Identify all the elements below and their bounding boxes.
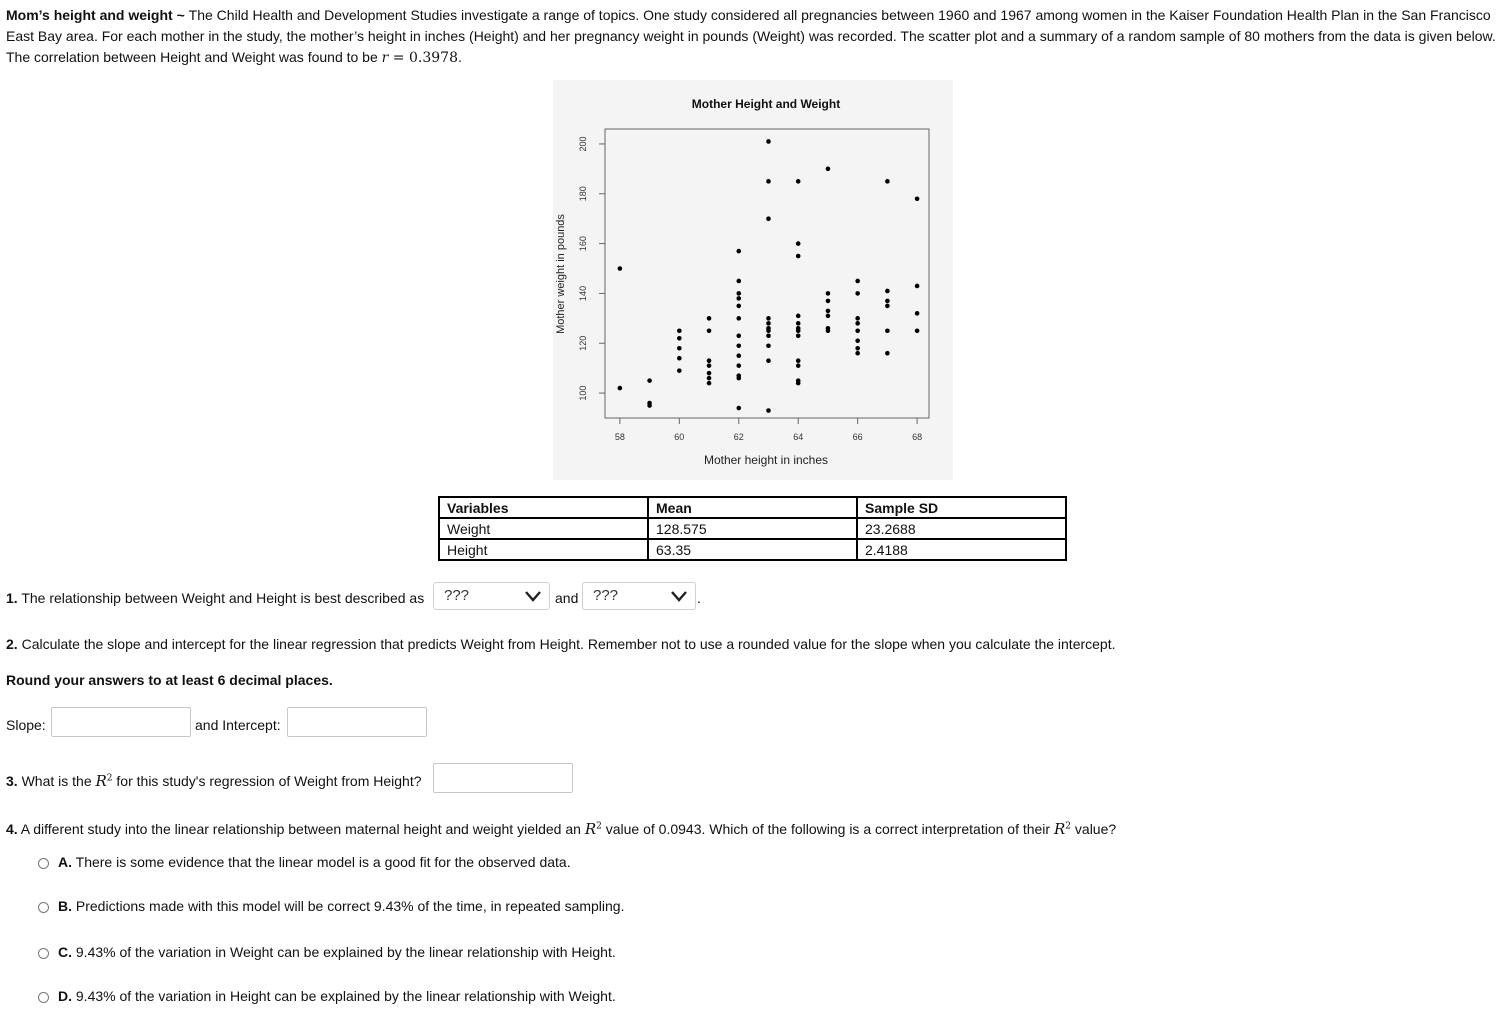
- y-tick-label: 200: [578, 136, 588, 152]
- problem-title: Mom’s height and weight: [6, 7, 173, 23]
- data-point: [766, 316, 771, 321]
- data-point: [618, 266, 623, 271]
- y-tick-label: 120: [578, 335, 588, 351]
- slope-label: Slope:: [6, 717, 46, 733]
- header-mean: Mean: [648, 497, 857, 518]
- q4-number: 4.: [6, 821, 18, 837]
- x-tick-label: 62: [733, 432, 744, 442]
- r-squared-exponent: 2: [596, 821, 602, 832]
- data-point: [796, 314, 801, 319]
- data-point: [915, 311, 920, 316]
- slope-input[interactable]: [51, 707, 191, 737]
- data-point: [915, 284, 920, 289]
- data-point: [766, 329, 771, 334]
- data-point: [766, 408, 771, 413]
- data-point: [766, 179, 771, 184]
- table-row: [439, 539, 1066, 560]
- data-point: [885, 329, 890, 334]
- table-cell: Weight: [439, 518, 648, 539]
- header-sample-sd: Sample SD: [857, 497, 1066, 518]
- data-point: [736, 249, 741, 254]
- data-point: [885, 299, 890, 304]
- data-point: [915, 196, 920, 201]
- x-tick-label: 66: [852, 432, 863, 442]
- question-3-text: [6, 772, 422, 790]
- r-squared-exponent: 2: [1065, 821, 1072, 832]
- data-point: [736, 333, 741, 338]
- option-text: There is some evidence that the linear model is a good fit for the observed data.: [72, 854, 571, 870]
- y-tick-label: 140: [578, 285, 588, 301]
- data-point: [855, 291, 860, 296]
- data-point: [826, 314, 831, 319]
- y-axis-label: Mother weight in pounds: [555, 214, 567, 334]
- q4-prompt-2: value of 0.0943. Which of the following is a correct interpretation of their: [601, 821, 1054, 837]
- x-axis-label: Mother height in inches: [703, 453, 829, 467]
- data-point: [855, 316, 860, 321]
- table-cell: 128.575: [648, 518, 857, 539]
- option-b-label[interactable]: [58, 898, 625, 914]
- scatter-plot-svg: [553, 80, 953, 480]
- data-point: [885, 179, 890, 184]
- data-point: [677, 346, 682, 351]
- data-point: [618, 386, 623, 391]
- x-tick-label: 60: [674, 432, 685, 442]
- data-point: [885, 289, 890, 294]
- data-point: [736, 296, 741, 301]
- data-point: [736, 279, 741, 284]
- option-letter: C.: [58, 944, 72, 960]
- q1-number: 1.: [6, 590, 18, 606]
- option-letter: A.: [58, 854, 72, 870]
- x-tick-label: 58: [614, 432, 625, 442]
- header-variables: Variables: [439, 497, 648, 518]
- q3-prompt-start: What is the: [17, 773, 96, 789]
- data-point: [766, 321, 771, 326]
- option-a-radio[interactable]: [38, 858, 49, 869]
- option-c-radio[interactable]: [38, 948, 49, 959]
- data-point: [796, 241, 801, 246]
- table-cell: 63.35: [648, 539, 857, 560]
- problem-intro: [6, 5, 1500, 69]
- data-point: [707, 376, 712, 381]
- q1-end: .: [697, 590, 701, 606]
- option-c-label[interactable]: [58, 944, 616, 960]
- data-point: [677, 368, 682, 373]
- q4-prompt-1: A different study into the linear relationship between maternal height and weight yielded an: [17, 821, 585, 837]
- data-point: [826, 291, 831, 296]
- q2-prompt: Calculate the slope and intercept for the linear regression that predicts Weight from Height. Remember not to use a rounded value for the slope when you calculate the intercept.: [17, 636, 1116, 652]
- table-row: [439, 518, 1066, 539]
- data-point: [826, 299, 831, 304]
- data-point: [736, 363, 741, 368]
- data-point: [855, 329, 860, 334]
- table-cell: 23.2688: [857, 518, 1066, 539]
- data-point: [796, 358, 801, 363]
- table-cell: 2.4188: [857, 539, 1066, 560]
- data-point: [855, 321, 860, 326]
- data-point: [707, 363, 712, 368]
- relationship-select-2[interactable]: [582, 582, 696, 610]
- option-letter: D.: [58, 988, 72, 1004]
- data-point: [885, 351, 890, 356]
- data-point: [826, 309, 831, 314]
- y-tick-label: 180: [578, 186, 588, 202]
- data-point: [736, 376, 741, 381]
- question-1-text: [6, 590, 424, 606]
- round-note: Round your answers to at least 6 decimal places.: [6, 672, 333, 688]
- r-squared-symbol: R: [1053, 820, 1066, 838]
- r-symbol: r: [381, 50, 389, 66]
- r-squared-symbol: R: [584, 820, 597, 838]
- option-text: 9.43% of the variation in Height can be explained by the linear relationship with Weight.: [72, 988, 616, 1004]
- data-point: [647, 378, 652, 383]
- chevron-down-icon: [671, 591, 687, 602]
- data-point: [736, 343, 741, 348]
- plot-frame: [605, 129, 929, 418]
- data-point: [855, 338, 860, 343]
- q4-prompt-3: value?: [1071, 821, 1117, 837]
- select-1-value: ???: [444, 587, 470, 604]
- data-point: [826, 167, 831, 172]
- r-squared-exponent: 2: [106, 773, 113, 784]
- data-point: [677, 336, 682, 341]
- data-point: [796, 381, 801, 386]
- data-point: [826, 329, 831, 334]
- option-a-label[interactable]: [58, 854, 571, 870]
- x-tick-label: 68: [912, 432, 923, 442]
- intro-end: .: [457, 49, 462, 65]
- data-point: [885, 304, 890, 309]
- scatter-plot: [553, 80, 953, 480]
- intercept-label: and Intercept:: [195, 717, 281, 733]
- data-point: [677, 329, 682, 334]
- data-point: [766, 139, 771, 144]
- title-separator: ~: [172, 7, 189, 23]
- q1-connector: and: [555, 590, 579, 606]
- q3-number: 3.: [6, 773, 18, 789]
- q2-number: 2.: [6, 636, 18, 652]
- option-d-radio[interactable]: [38, 992, 49, 1003]
- data-point: [766, 216, 771, 221]
- option-text: 9.43% of the variation in Weight can be explained by the linear relationship with Height.: [72, 944, 616, 960]
- option-d-label[interactable]: [58, 988, 616, 1004]
- r-value: = 0.3978: [388, 50, 458, 66]
- data-point: [796, 321, 801, 326]
- select-2-value: ???: [593, 587, 619, 604]
- data-point: [736, 291, 741, 296]
- data-point: [855, 279, 860, 284]
- data-point: [707, 371, 712, 376]
- y-tick-label: 100: [578, 385, 588, 401]
- chevron-down-icon: [525, 591, 541, 602]
- x-tick-label: 64: [793, 432, 804, 442]
- option-text: Predictions made with this model will be correct 9.43% of the time, in repeated sampling.: [72, 898, 625, 914]
- chart-title: Mother Height and Weight: [691, 97, 841, 111]
- data-point: [736, 406, 741, 411]
- data-point: [796, 363, 801, 368]
- data-point: [707, 329, 712, 334]
- data-point: [677, 356, 682, 361]
- data-point: [855, 351, 860, 356]
- data-point: [796, 254, 801, 259]
- table-cell: Height: [439, 539, 648, 560]
- r-squared-input[interactable]: [433, 763, 573, 793]
- data-point: [707, 358, 712, 363]
- data-point: [647, 401, 652, 406]
- option-b-radio[interactable]: [38, 902, 49, 913]
- data-point: [736, 304, 741, 309]
- intercept-input[interactable]: [287, 707, 427, 737]
- data-point: [736, 353, 741, 358]
- table-header-row: [439, 497, 1066, 518]
- data-point: [855, 346, 860, 351]
- option-letter: B.: [58, 898, 72, 914]
- y-tick-label: 160: [578, 236, 588, 252]
- summary-table: [438, 496, 1067, 561]
- q3-prompt-end: for this study's regression of Weight from Height?: [112, 773, 422, 789]
- question-4-text: [6, 820, 1116, 838]
- data-point: [707, 381, 712, 386]
- data-point: [766, 343, 771, 348]
- question-2-text: [6, 636, 1116, 652]
- data-point: [915, 329, 920, 334]
- q1-prompt: The relationship between Weight and Height is best described as: [17, 590, 425, 606]
- data-point: [796, 179, 801, 184]
- data-point: [796, 333, 801, 338]
- data-point: [766, 333, 771, 338]
- intro-text: The Child Health and Development Studies investigate a range of topics. One study considered all pregnancies between 1960 and 1967 among women in the Kaiser Foundation Health Plan in the San Francisco East Bay area. For each mother in the study, the mother’s height in inches (Height) and her pregnancy weight in pounds (Weight) was recorded. The scatter plot and a summary of a random sample of 80 mothers from the data is given below. The correlation between Height and Weight was found to be: [6, 7, 1496, 65]
- r-squared-symbol: R: [95, 772, 107, 790]
- data-point: [736, 316, 741, 321]
- data-point: [766, 358, 771, 363]
- relationship-select-1[interactable]: [433, 582, 550, 610]
- data-point: [796, 329, 801, 334]
- data-point: [707, 316, 712, 321]
